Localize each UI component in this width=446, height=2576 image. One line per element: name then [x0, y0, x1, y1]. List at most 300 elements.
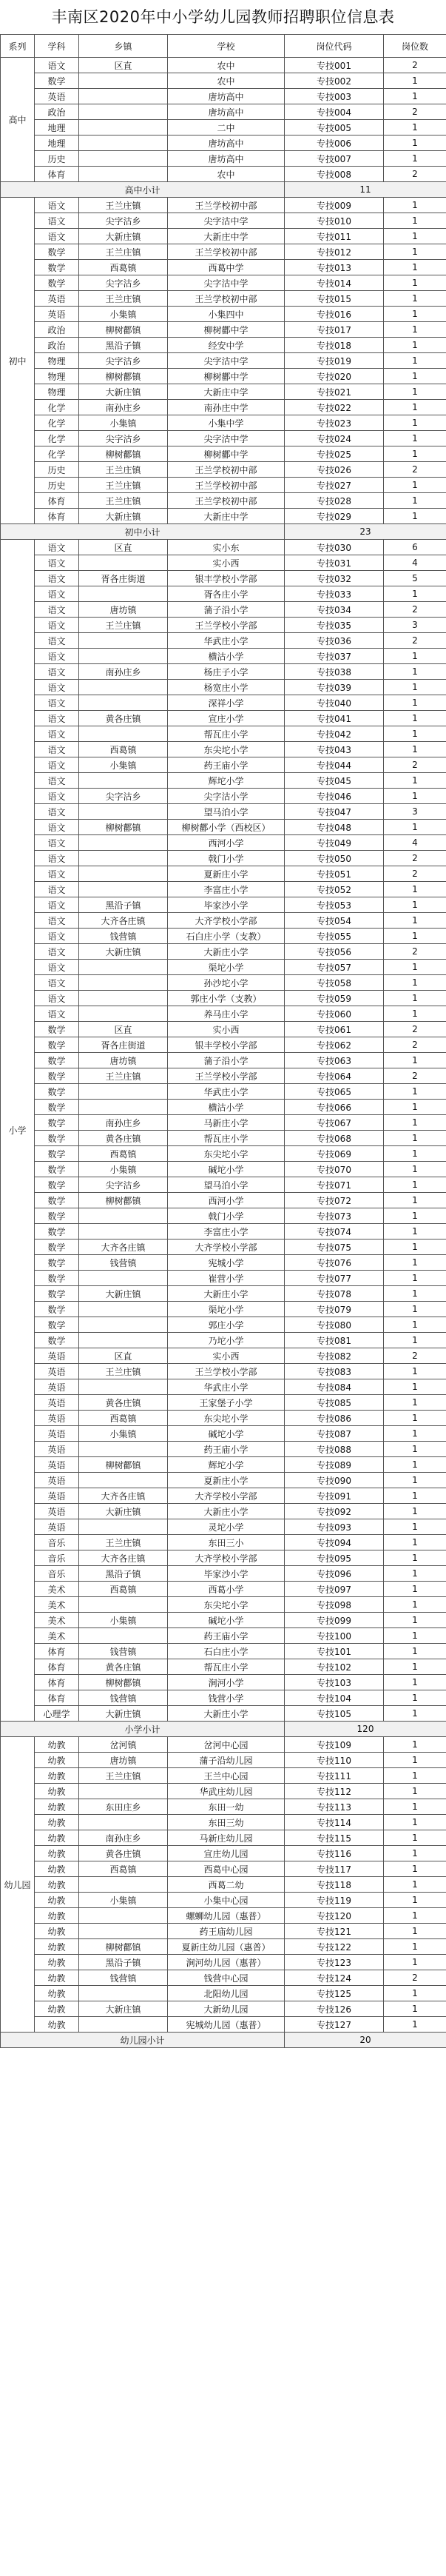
code-cell: 专技061	[285, 1022, 384, 1037]
subtotal-row	[1, 1722, 446, 1737]
town-cell: 大新庄镇	[79, 944, 168, 960]
count-cell: 2	[384, 866, 446, 882]
table-row	[1, 866, 446, 882]
count-cell: 1	[384, 1442, 446, 1457]
table-row	[1, 1068, 446, 1084]
count-cell: 1	[384, 1411, 446, 1426]
code-cell: 专技094	[285, 1535, 384, 1550]
town-cell: 尖字沽乡	[79, 789, 168, 804]
town-cell	[79, 975, 168, 991]
header-town: 乡镇	[79, 35, 168, 58]
table-row	[1, 695, 446, 711]
count-cell: 1	[384, 1519, 446, 1535]
subject-cell: 语文	[35, 882, 79, 897]
code-cell: 专技112	[285, 1784, 384, 1799]
town-cell	[79, 1597, 168, 1613]
school-cell: 实小西	[168, 555, 285, 571]
count-cell: 1	[384, 975, 446, 991]
subject-cell: 语文	[35, 229, 79, 244]
code-cell: 专技013	[285, 260, 384, 275]
count-cell: 1	[384, 1877, 446, 1893]
subject-cell: 语文	[35, 851, 79, 866]
code-cell: 专技035	[285, 618, 384, 633]
school-cell: 二中	[168, 120, 285, 136]
school-cell: 王兰学校初中部	[168, 493, 285, 509]
count-cell: 1	[384, 369, 446, 384]
count-cell: 1	[384, 1488, 446, 1504]
town-cell	[79, 991, 168, 1006]
table-row	[1, 1706, 446, 1722]
school-cell: 经安中学	[168, 338, 285, 353]
count-cell: 2	[384, 58, 446, 73]
table-row	[1, 1177, 446, 1193]
code-cell: 专技118	[285, 1877, 384, 1893]
subject-cell: 语文	[35, 789, 79, 804]
subtotal-value: 120	[285, 1722, 446, 1737]
table-row	[1, 1379, 446, 1395]
school-cell: 唐坊高中	[168, 89, 285, 104]
subject-cell: 美术	[35, 1582, 79, 1597]
town-cell: 胥各庄街道	[79, 571, 168, 586]
table-row	[1, 1317, 446, 1333]
table-row	[1, 929, 446, 944]
table-row	[1, 1115, 446, 1131]
table-row	[1, 307, 446, 322]
count-cell: 1	[384, 478, 446, 493]
town-cell: 王兰庄镇	[79, 1768, 168, 1784]
count-cell: 1	[384, 1659, 446, 1675]
school-cell: 李富庄小学	[168, 882, 285, 897]
count-cell: 1	[384, 1830, 446, 1846]
header-subject: 学科	[35, 35, 79, 58]
town-cell: 西葛镇	[79, 1582, 168, 1597]
town-cell: 区直	[79, 540, 168, 555]
code-cell: 专技058	[285, 975, 384, 991]
school-cell: 华武庄小学	[168, 1379, 285, 1395]
count-cell: 1	[384, 680, 446, 695]
count-cell: 1	[384, 1737, 446, 1753]
town-cell	[79, 167, 168, 182]
school-cell: 银丰学校小学部	[168, 1037, 285, 1053]
count-cell: 1	[384, 695, 446, 711]
code-cell: 专技068	[285, 1131, 384, 1146]
town-cell	[79, 89, 168, 104]
subject-cell: 数学	[35, 1100, 79, 1115]
count-cell: 1	[384, 1100, 446, 1115]
subject-cell: 语文	[35, 1006, 79, 1022]
subject-cell: 数学	[35, 275, 79, 291]
table-row	[1, 913, 446, 929]
table-row	[1, 1830, 446, 1846]
count-cell: 1	[384, 1302, 446, 1317]
town-cell	[79, 882, 168, 897]
town-cell: 大齐各庄镇	[79, 1240, 168, 1255]
code-cell: 专技078	[285, 1286, 384, 1302]
subject-cell: 地理	[35, 136, 79, 151]
town-cell: 柳树酄镇	[79, 820, 168, 835]
count-cell: 1	[384, 1597, 446, 1613]
subject-cell: 美术	[35, 1628, 79, 1644]
count-cell: 2	[384, 633, 446, 649]
table-row	[1, 104, 446, 120]
school-cell: 石白庄小学（支教）	[168, 929, 285, 944]
table-row	[1, 1799, 446, 1815]
table-row	[1, 198, 446, 213]
school-cell: 大新庄小学	[168, 1286, 285, 1302]
town-cell	[79, 835, 168, 851]
count-cell: 1	[384, 213, 446, 229]
count-cell: 1	[384, 726, 446, 742]
code-cell: 专技121	[285, 1924, 384, 1939]
table-row	[1, 555, 446, 571]
subject-cell: 英语	[35, 1395, 79, 1411]
subject-cell: 化学	[35, 431, 79, 446]
town-cell: 王兰庄镇	[79, 1068, 168, 1084]
town-cell	[79, 773, 168, 789]
code-cell: 专技059	[285, 991, 384, 1006]
school-cell: 银丰学校小学部	[168, 571, 285, 586]
town-cell	[79, 2017, 168, 2033]
count-cell: 1	[384, 1131, 446, 1146]
count-cell: 1	[384, 1255, 446, 1271]
table-row	[1, 275, 446, 291]
town-cell: 西葛镇	[79, 1411, 168, 1426]
code-cell: 专技001	[285, 58, 384, 73]
town-cell	[79, 1924, 168, 1939]
school-cell: 西葛二幼	[168, 1877, 285, 1893]
school-cell: 西河小学	[168, 1193, 285, 1208]
school-cell: 王兰学校初中部	[168, 462, 285, 478]
code-cell: 专技116	[285, 1846, 384, 1861]
code-cell: 专技055	[285, 929, 384, 944]
town-cell: 尖字沽乡	[79, 275, 168, 291]
table-row	[1, 2017, 446, 2033]
town-cell: 大新庄镇	[79, 1706, 168, 1722]
count-cell: 1	[384, 664, 446, 680]
subject-cell: 英语	[35, 1473, 79, 1488]
code-cell: 专技099	[285, 1613, 384, 1628]
subject-cell: 化学	[35, 446, 79, 462]
code-cell: 专技087	[285, 1426, 384, 1442]
code-cell: 专技065	[285, 1084, 384, 1100]
code-cell: 专技090	[285, 1473, 384, 1488]
town-cell: 王兰庄镇	[79, 244, 168, 260]
town-cell: 大齐各庄镇	[79, 1550, 168, 1566]
table-row	[1, 1893, 446, 1908]
school-cell: 宣庄小学	[168, 711, 285, 726]
town-cell: 西葛镇	[79, 260, 168, 275]
school-cell: 东田三幼	[168, 1815, 285, 1830]
subject-cell: 英语	[35, 1348, 79, 1364]
town-cell: 西葛镇	[79, 742, 168, 757]
count-cell: 1	[384, 1644, 446, 1659]
subject-cell: 历史	[35, 478, 79, 493]
town-cell	[79, 73, 168, 89]
count-cell: 1	[384, 509, 446, 524]
subject-cell: 语文	[35, 198, 79, 213]
table-row	[1, 1582, 446, 1597]
count-cell: 1	[384, 400, 446, 415]
subject-cell: 数学	[35, 1162, 79, 1177]
school-cell: 大新庄小学	[168, 944, 285, 960]
page-title: 丰南区2020年中小学幼儿园教师招聘职位信息表	[51, 8, 395, 26]
school-cell: 大齐学校小学部	[168, 913, 285, 929]
town-cell	[79, 633, 168, 649]
town-cell: 王兰庄镇	[79, 478, 168, 493]
table-row	[1, 1255, 446, 1271]
code-cell: 专技109	[285, 1737, 384, 1753]
subject-cell: 语文	[35, 555, 79, 571]
school-cell: 马新庄幼儿园	[168, 1830, 285, 1846]
count-cell: 2	[384, 1022, 446, 1037]
town-cell: 王兰庄镇	[79, 462, 168, 478]
table-row	[1, 1473, 446, 1488]
town-cell	[79, 1333, 168, 1348]
town-cell: 大新庄镇	[79, 1286, 168, 1302]
town-cell	[79, 649, 168, 664]
town-cell: 大新庄镇	[79, 1504, 168, 1519]
table-row	[1, 1815, 446, 1830]
subject-cell: 英语	[35, 89, 79, 104]
subject-cell: 语文	[35, 742, 79, 757]
subject-cell: 数学	[35, 1255, 79, 1271]
count-cell: 1	[384, 1473, 446, 1488]
count-cell: 6	[384, 540, 446, 555]
table-row	[1, 151, 446, 167]
subtotal-row	[1, 2033, 446, 2048]
subject-cell: 语文	[35, 58, 79, 73]
subject-cell: 物理	[35, 369, 79, 384]
count-cell: 1	[384, 1706, 446, 1722]
subject-cell: 数学	[35, 1084, 79, 1100]
school-cell: 大新幼儿园	[168, 2001, 285, 2017]
count-cell: 1	[384, 773, 446, 789]
table-row	[1, 1737, 446, 1753]
town-cell	[79, 1784, 168, 1799]
code-cell: 专技063	[285, 1053, 384, 1068]
table-row	[1, 820, 446, 835]
town-cell	[79, 1628, 168, 1644]
count-cell: 1	[384, 89, 446, 104]
subject-cell: 幼教	[35, 1877, 79, 1893]
code-cell: 专技029	[285, 509, 384, 524]
town-cell: 柳树酄镇	[79, 1675, 168, 1690]
town-cell: 大新庄镇	[79, 509, 168, 524]
code-cell: 专技084	[285, 1379, 384, 1395]
town-cell: 小集镇	[79, 307, 168, 322]
town-cell: 西葛镇	[79, 1861, 168, 1877]
count-cell: 5	[384, 571, 446, 586]
code-cell: 专技039	[285, 680, 384, 695]
subject-cell: 美术	[35, 1613, 79, 1628]
code-cell: 专技103	[285, 1675, 384, 1690]
count-cell: 1	[384, 244, 446, 260]
count-cell: 1	[384, 1815, 446, 1830]
school-cell: 王兰学校初中部	[168, 478, 285, 493]
subtotal-row	[1, 182, 446, 198]
table-row	[1, 1364, 446, 1379]
subject-cell: 数学	[35, 1037, 79, 1053]
subject-cell: 英语	[35, 291, 79, 307]
count-cell: 1	[384, 151, 446, 167]
subject-cell: 语文	[35, 835, 79, 851]
table-row	[1, 1348, 446, 1364]
count-cell: 1	[384, 120, 446, 136]
school-cell: 药王庙小学	[168, 1628, 285, 1644]
count-cell: 1	[384, 229, 446, 244]
count-cell: 1	[384, 1504, 446, 1519]
subject-cell: 政治	[35, 322, 79, 338]
subject-cell: 语文	[35, 975, 79, 991]
count-cell: 1	[384, 897, 446, 913]
subject-cell: 语文	[35, 586, 79, 602]
town-cell	[79, 1442, 168, 1457]
school-cell: 西葛中心园	[168, 1861, 285, 1877]
table-row	[1, 415, 446, 431]
school-cell: 东尖坨小学	[168, 1411, 285, 1426]
school-cell: 尖字沽小学	[168, 789, 285, 804]
count-cell: 1	[384, 275, 446, 291]
subject-cell: 化学	[35, 400, 79, 415]
subject-cell: 数学	[35, 1240, 79, 1255]
subject-cell: 数学	[35, 1271, 79, 1286]
subject-cell: 幼教	[35, 1861, 79, 1877]
code-cell: 专技067	[285, 1115, 384, 1131]
school-cell: 碱坨小学	[168, 1613, 285, 1628]
count-cell: 1	[384, 322, 446, 338]
town-cell	[79, 960, 168, 975]
code-cell: 专技052	[285, 882, 384, 897]
town-cell: 柳树酄镇	[79, 322, 168, 338]
table-row	[1, 1162, 446, 1177]
school-cell: 王家堡子小学	[168, 1395, 285, 1411]
table-row	[1, 260, 446, 275]
count-cell: 1	[384, 1861, 446, 1877]
subject-cell: 数学	[35, 1053, 79, 1068]
count-cell: 2	[384, 602, 446, 618]
town-cell: 小集镇	[79, 757, 168, 773]
table-row	[1, 1333, 446, 1348]
table-row	[1, 120, 446, 136]
subtotal-row	[1, 524, 446, 540]
table-row	[1, 1970, 446, 1986]
series-cell: 初中	[1, 198, 35, 524]
town-cell: 区直	[79, 1348, 168, 1364]
table-row	[1, 1224, 446, 1240]
school-cell: 横沽小学	[168, 1100, 285, 1115]
count-cell: 1	[384, 384, 446, 400]
subject-cell: 语文	[35, 602, 79, 618]
town-cell	[79, 120, 168, 136]
table-row	[1, 136, 446, 151]
code-cell: 专技038	[285, 664, 384, 680]
series-cell: 高中	[1, 58, 35, 182]
header-school: 学校	[168, 35, 285, 58]
code-cell: 专技048	[285, 820, 384, 835]
table-row	[1, 244, 446, 260]
code-cell: 专技077	[285, 1271, 384, 1286]
town-cell	[79, 1379, 168, 1395]
table-row	[1, 1457, 446, 1473]
school-cell: 唐坊高中	[168, 151, 285, 167]
table-body	[1, 58, 446, 2048]
subject-cell: 幼教	[35, 1830, 79, 1846]
code-cell: 专技004	[285, 104, 384, 120]
count-cell: 1	[384, 1271, 446, 1286]
code-cell: 专技022	[285, 400, 384, 415]
school-cell: 王兰学校初中部	[168, 244, 285, 260]
count-cell: 1	[384, 1550, 446, 1566]
subject-cell: 体育	[35, 1675, 79, 1690]
subject-cell: 英语	[35, 1504, 79, 1519]
table-row	[1, 1597, 446, 1613]
town-cell	[79, 1986, 168, 2001]
school-cell: 南孙庄中学	[168, 400, 285, 415]
code-cell: 专技044	[285, 757, 384, 773]
town-cell	[79, 555, 168, 571]
town-cell	[79, 680, 168, 695]
code-cell: 专技083	[285, 1364, 384, 1379]
town-cell: 钱营镇	[79, 1970, 168, 1986]
table-row	[1, 586, 446, 602]
count-cell: 1	[384, 586, 446, 602]
code-cell: 专技025	[285, 446, 384, 462]
count-cell: 1	[384, 1768, 446, 1784]
table-row	[1, 89, 446, 104]
code-cell: 专技017	[285, 322, 384, 338]
table-row	[1, 1488, 446, 1504]
town-cell	[79, 1473, 168, 1488]
code-cell: 专技125	[285, 1986, 384, 2001]
code-cell: 专技050	[285, 851, 384, 866]
school-cell: 大新庄中学	[168, 509, 285, 524]
subject-cell: 幼教	[35, 1939, 79, 1955]
count-cell: 1	[384, 1613, 446, 1628]
code-cell: 专技076	[285, 1255, 384, 1271]
subject-cell: 语文	[35, 960, 79, 975]
code-cell: 专技085	[285, 1395, 384, 1411]
school-cell: 夏新庄幼儿园（惠普）	[168, 1939, 285, 1955]
school-cell: 东尖坨小学	[168, 1146, 285, 1162]
table-row	[1, 804, 446, 820]
count-cell: 1	[384, 960, 446, 975]
count-cell: 2	[384, 1068, 446, 1084]
table-row	[1, 1411, 446, 1426]
subject-cell: 幼教	[35, 1955, 79, 1970]
table-row	[1, 1053, 446, 1068]
header-series: 系列	[1, 35, 35, 58]
table-row	[1, 1846, 446, 1861]
town-cell: 大齐各庄镇	[79, 913, 168, 929]
table-row	[1, 353, 446, 369]
school-cell: 王兰学校小学部	[168, 1068, 285, 1084]
school-cell: 王兰学校初中部	[168, 291, 285, 307]
school-cell: 毕家沙小学	[168, 1566, 285, 1582]
school-cell: 戟门小学	[168, 851, 285, 866]
table-row	[1, 773, 446, 789]
school-cell: 王兰学校小学部	[168, 618, 285, 633]
school-cell: 螺蛳幼儿园（惠普）	[168, 1908, 285, 1924]
job-table	[0, 34, 446, 2048]
table-row	[1, 1442, 446, 1457]
subject-cell: 数学	[35, 244, 79, 260]
code-cell: 专技006	[285, 136, 384, 151]
school-cell: 胥各庄小学	[168, 586, 285, 602]
table-row	[1, 478, 446, 493]
table-row	[1, 1131, 446, 1146]
count-cell: 2	[384, 462, 446, 478]
code-cell: 专技091	[285, 1488, 384, 1504]
